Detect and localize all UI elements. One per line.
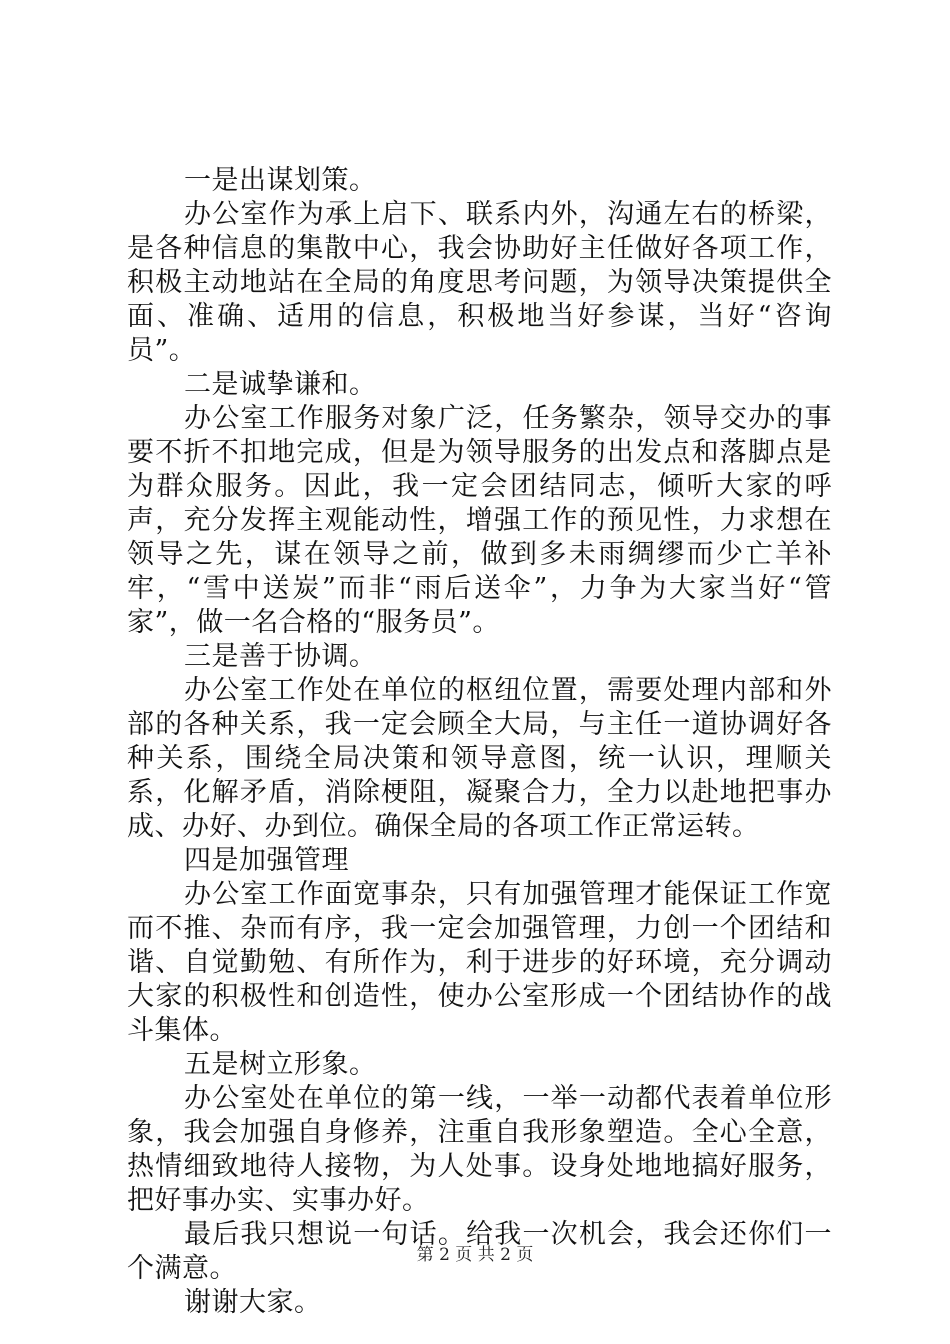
heading-2: 二是诚挚谦和。 [184, 369, 377, 400]
heading-1: 一是出谋划策。 [184, 165, 377, 196]
paragraph-3: 办公室工作处在单位的枢纽位置，需要处理内部和外部的各种关系，我一定会顾全大局，与主任一道协调好各种关系，围绕全局决策和领导意图，统一认识，理顺关系，化解矛盾，消除梗阻，凝聚合力，全力以赴地把事办成、办好、办到位。确保全局的各项工作正常运转。 [127, 675, 832, 842]
paragraph-4: 办公室工作面宽事杂，只有加强管理才能保证工作宽而不推、杂而有序，我一定会加强管理，力创一个团结和谐、自觉勤勉、有所作为，利于进步的好环境，充分调动大家的积极性和创造性，使办公室形成一个团结协作的战斗集体。 [127, 879, 832, 1046]
heading-4: 四是加强管理 [184, 845, 349, 876]
paragraph-1: 办公室作为承上启下、联系内外，沟通左右的桥梁，是各种信息的集散中心，我会协助好主任做好各项工作，积极主动地站在全局的角度思考问题，为领导决策提供全面、准确、适用的信息，积极地当好参谋，当好“咨询员”。 [127, 199, 832, 366]
page-number-footer: 第 2 页 共 2 页 [416, 1245, 534, 1265]
document-body [127, 164, 832, 1320]
paragraph-2: 办公室工作服务对象广泛，任务繁杂，领导交办的事要不折不扣地完成，但是为领导服务的出发点和落脚点是为群众服务。因此，我一定会团结同志，倾听大家的呼声，充分发挥主观能动性，增强工作的预见性，力求想在领导之先，谋在领导之前，做到多未雨绸缪而少亡羊补牢，“雪中送炭”而非“雨后送伞”，力争为大家当好“管家”，做一名合格的“服务员”。 [127, 403, 832, 638]
heading-3: 三是善于协调。 [184, 641, 377, 672]
paragraph-5: 办公室处在单位的第一线，一举一动都代表着单位形象，我会加强自身修养，注重自我形象塑造。全心全意，热情细致地待人接物，为人处事。设身处地地搞好服务，把好事办实、实事办好。 [127, 1083, 832, 1216]
heading-5: 五是树立形象。 [184, 1049, 377, 1080]
thanks-paragraph: 谢谢大家。 [184, 1287, 322, 1318]
closing-paragraph: 最后我只想说一句话。给我一次机会，我会还你们一个满意。 [127, 1219, 832, 1284]
